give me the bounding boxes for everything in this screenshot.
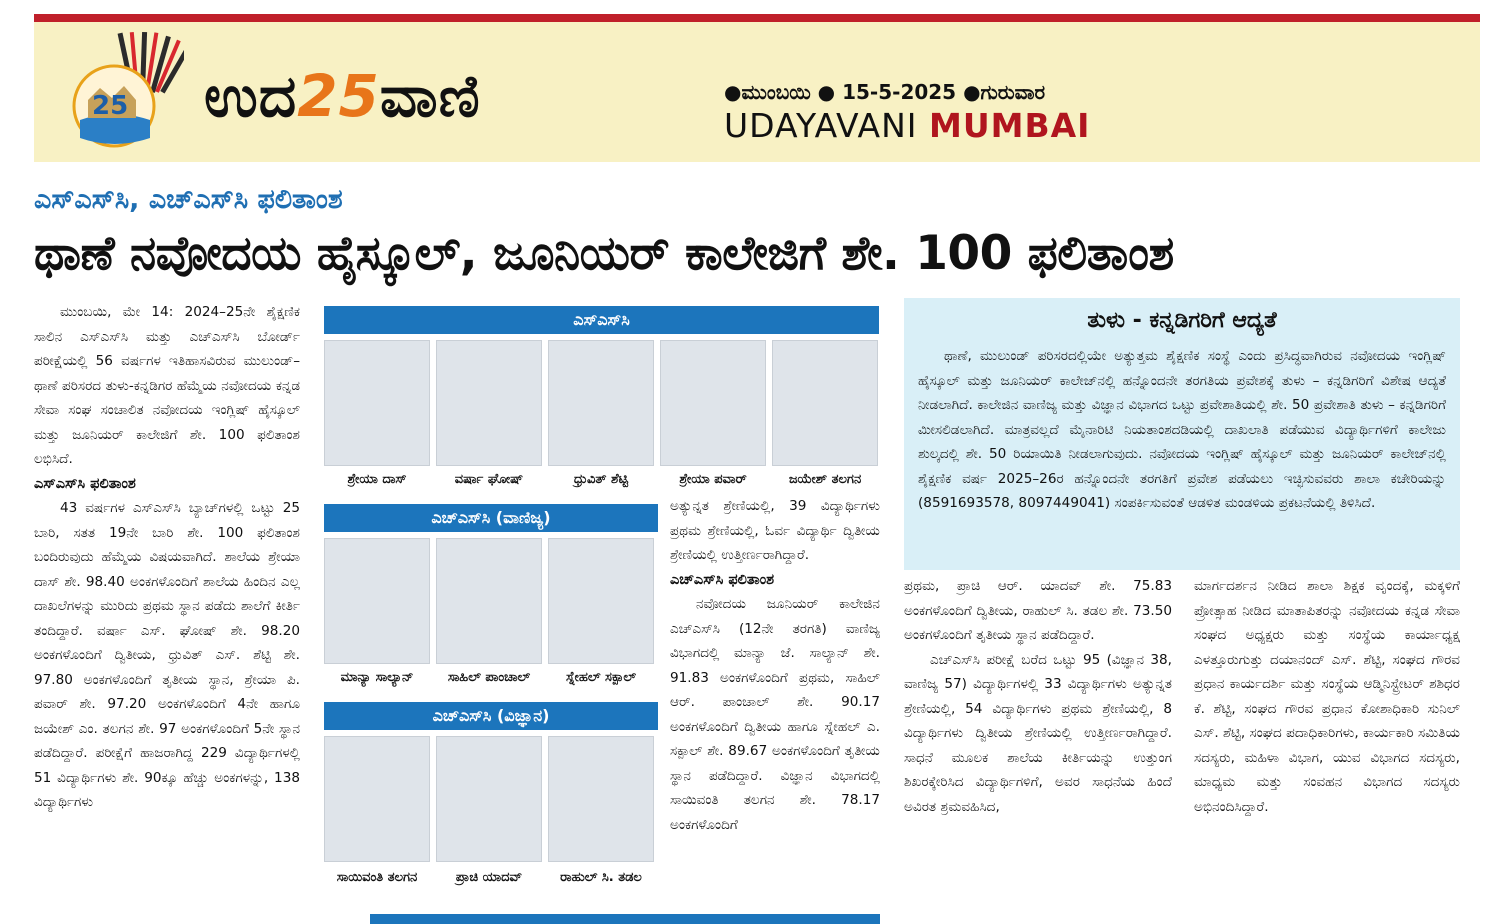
photo-caption: ವರ್ಷಾ ಘೋಷ್‌ (454, 472, 524, 487)
student-photo (324, 736, 430, 862)
student-photo (548, 340, 654, 466)
article-paragraph: 43 ವರ್ಷಗಳ ಎಸ್‌ಎಸ್‌ಸಿ ಬ್ಯಾಚ್‌ಗಳಲ್ಲಿ ಒಟ್ಟು 25 ಬಾರಿ, ಸತತ 19ನೇ ಬಾರಿ ಶೇ. 100 ಫಲಿತಾಂಶ ಬಂದಿರುವುದು ಹೆಮ್ಮೆಯ ವಿಷಯವಾಗಿದೆ. ಶಾಲೆಯ ಶ್ರೇಯಾ ದಾಸ್‌ ಶೇ. 98.40 ಅಂಕಗಳೊಂದಿಗೆ ಶಾಲೆಯ ಹಿಂದಿನ ಎಲ್ಲ ದಾಖಲೆಗಳನ್ನು ಮುರಿದು ಪ್ರಥಮ ಸ್ಥಾನ ಪಡೆದು ಶಾಲೆಗೆ ಕೀರ್ತಿ ತಂದಿದ್ದಾರೆ. ವರ್ಷಾ ಎಸ್‌. ಘೋಷ್‌ ಶೇ. 98.20 ಅಂಕಗಳೊಂದಿಗೆ ದ್ವಿತೀಯ, ಧ್ರುವಿತ್‌ ಎಸ್‌. ಶೆಟ್ಟಿ ಶೇ. 97.80 ಅಂಕಗಳೊಂದಿಗೆ ತೃತೀಯ ಸ್ಥಾನ, ಶ್ರೇಯಾ ಪಿ. ಪವಾರ್‌ ಶೇ. 97.20 ಅಂಕಗಳೊಂದಿಗೆ 4ನೇ ಹಾಗೂ ಜಯೇಶ್‌ ಎಂ. ತಲಗನ ಶೇ. 97 ಅಂಕಗಳೊಂದಿಗೆ 5ನೇ ಸ್ಥಾನ ಪಡೆದಿದ್ದಾರೆ. ಪರೀಕ್ಷೆಗೆ ಹಾಜರಾಗಿದ್ದ 229 ವಿದ್ಯಾರ್ಥಿಗಳಲ್ಲಿ 51 ವಿದ್ಯಾರ್ಥಿಗಳು ಶೇ. 90ಕ್ಕೂ ಹೆಚ್ಚು ಅಂಕಗಳನ್ನು, 138 ವಿದ್ಯಾರ್ಥಿಗಳು (34, 500, 300, 810)
bottom-rule (370, 914, 880, 924)
article-paragraph: ಮುಂಬಯಿ, ಮೇ 14: 2024–25ನೇ ಶೈಕ್ಷಣಿಕ ಸಾಲಿನ ಎಸ್‌ಎಸ್‌ಸಿ ಮತ್ತು ಎಚ್‌ಎಸ್‌ಸಿ ಬೋರ್ಡ್‌ ಪರೀಕ್ಷೆಯಲ್ಲಿ 56 ವರ್ಷಗಳ ಇತಿಹಾಸವಿರುವ ಮುಲುಂಡ್‌–ಥಾಣೆ ಪರಿಸರದ ತುಳು-ಕನ್ನಡಿಗರ ಹೆಮ್ಮೆಯ ನವೋದಯ ಕನ್ನಡ ಸೇವಾ ಸಂಘ ಸಂಚಾಲಿತ ನವೋದಯ ಇಂಗ್ಲಿಷ್‌ ಹೈಸ್ಕೂಲ್‌ ಮತ್ತು ಜೂನಿಯರ್‌ ಕಾಲೇಜಿಗೆ ಶೇ. 100 ಫಲಿತಾಂಶ ಲಭಿಸಿದೆ. (34, 304, 300, 467)
photo-caption: ಸಾಹಿಲ್‌ ಪಾಂಚಾಲ್‌ (447, 670, 531, 685)
student-photo (436, 340, 542, 466)
article-column-1 (34, 300, 300, 896)
article-column-4 (1194, 574, 1460, 896)
sidebox (904, 298, 1460, 570)
kicker: ಎಸ್‌ಎಸ್‌ಸಿ, ಎಚ್‌ಎಸ್‌ಸಿ ಫಲಿತಾಂಶ (34, 184, 343, 215)
svg-text:25: 25 (92, 91, 129, 121)
article-column-3 (904, 574, 1172, 896)
section-subhead: ಎಚ್‌ಎಸ್‌ಸಿ ಫಲಿತಾಂಶ (670, 571, 775, 588)
photo-caption: ರಾಹುಲ್‌ ಸಿ. ತಡಲ (560, 870, 642, 885)
headline: ಥಾಣೆ ನವೋದಯ ಹೈಸ್ಕೂಲ್‌, ಜೂನಿಯರ್‌ ಕಾಲೇಜಿಗೆ ಶೇ. 100 ಫಲಿತಾಂಶ (34, 226, 1174, 281)
article-column-2 (670, 494, 880, 896)
photo-caption: ಶ್ರೇಯಾ ಪವಾರ್‌ (679, 472, 747, 487)
article-paragraph: ಎಚ್‌ಎಸ್‌ಸಿ ಪರೀಕ್ಷೆ ಬರೆದ ಒಟ್ಟು 95 (ವಿಜ್ಞಾನ 38, ವಾಣಿಜ್ಯ 57) ವಿದ್ಯಾರ್ಥಿಗಳಲ್ಲಿ 33 ವಿದ್ಯಾರ್ಥಿಗಳು ಅತ್ಯುನ್ನತ ಶ್ರೇಣಿಯಲ್ಲಿ, 54 ವಿದ್ಯಾರ್ಥಿಗಳು ಪ್ರಥಮ ಶ್ರೇಣಿಯಲ್ಲಿ, 8 ವಿದ್ಯಾರ್ಥಿಗಳು ದ್ವಿತೀಯ ಶ್ರೇಣಿಯಲ್ಲಿ ಉತ್ತೀರ್ಣರಾಗಿದ್ದಾರೆ. ಸಾಧನೆ ಮೂಲಕ ಶಾಲೆಯ ಕೀರ್ತಿಯನ್ನು ಉತ್ತುಂಗ ಶಿಖರಕ್ಕೇರಿಸಿದ ವಿದ್ಯಾರ್ಥಿಗಳಿಗೆ, ಅವರ ಸಾಧನೆಯ ಹಿಂದೆ ಅವಿರತ ಶ್ರಮವಹಿಸಿದ, (904, 651, 1172, 815)
masthead (34, 14, 1480, 162)
anniversary-emblem-icon (62, 28, 184, 154)
sidebox-title: ತುಳು - ಕನ್ನಡಿಗರಿಗೆ ಆದ್ಯತೆ (1087, 308, 1277, 333)
photo-caption: ಜಯೇಶ್‌ ತಲಗನ (788, 472, 862, 487)
article-paragraph: ಪ್ರಥಮ, ಪ್ರಾಚಿ ಆರ್‌. ಯಾದವ್‌ ಶೇ. 75.83 ಅಂಕಗಳೊಂದಿಗೆ ದ್ವಿತೀಯ, ರಾಹುಲ್‌ ಸಿ. ತಡಲ ಶೇ. 73.50 ಅಂಕಗಳೊಂದಿಗೆ ತೃತೀಯ ಸ್ಥಾನ ಪಡೆದಿದ್ದಾರೆ. (904, 578, 1172, 643)
newspaper-name: ಉದ25ವಾಣಿ (204, 62, 481, 130)
student-photo (324, 538, 430, 664)
student-photo (548, 538, 654, 664)
student-photo (548, 736, 654, 862)
article-paragraph: ನವೋದಯ ಜೂನಿಯರ್‌ ಕಾಲೇಜಿನ ಎಚ್‌ಎಸ್‌ಸಿ (12ನೇ ತರಗತಿ) ವಾಣಿಜ್ಯ ವಿಭಾಗದಲ್ಲಿ ಮಾನ್ಯಾ ಜೆ. ಸಾಲ್ಯಾನ್‌ ಶೇ. 91.83 ಅಂಕಗಳೊಂದಿಗೆ ಪ್ರಥಮ, ಸಾಹಿಲ್‌ ಆರ್‌. ಪಾಂಚಾಲ್‌ ಶೇ. 90.17 ಅಂಕಗಳೊಂದಿಗೆ ದ್ವಿತೀಯ ಹಾಗೂ ಸ್ನೇಹಲ್‌ ಎ. ಸಕ್ಪಾಲ್‌ ಶೇ. 89.67 ಅಂಕಗಳೊಂದಿಗೆ ತೃತೀಯ ಸ್ಥಾನ ಪಡೆದಿದ್ದಾರೆ. ವಿಜ್ಞಾನ ವಿಭಾಗದಲ್ಲಿ ಸಾಯಿವಂತಿ ತಲಗನ ಶೇ. 78.17 ಅಂಕಗಳೊಂದಿಗೆ (670, 596, 880, 833)
photo-caption: ಮಾನ್ಯಾ ಸಾಲ್ಯಾನ್‌ (340, 670, 414, 685)
photo-caption: ಸಾಯಿವಂತಿ ತಲಗನ (336, 870, 418, 885)
section-subhead: ಎಸ್‌ಎಸ್‌ಸಿ ಫಲಿತಾಂಶ (34, 475, 136, 492)
dateline: ●ಮುಂಬಯಿ ● 15-5-2025 ●ಗುರುವಾರ (724, 80, 1046, 104)
student-photo (324, 340, 430, 466)
article-paragraph: ಮಾರ್ಗದರ್ಶನ ನೀಡಿದ ಶಾಲಾ ಶಿಕ್ಷಕ ವೃಂದಕ್ಕೆ, ಮಕ್ಕಳಿಗೆ ಪ್ರೋತ್ಸಾಹ ನೀಡಿದ ಮಾತಾಪಿತರನ್ನು ನವೋದಯ ಕನ್ನಡ ಸೇವಾ ಸಂಘದ ಅಧ್ಯಕ್ಷರು ಮತ್ತು ಸಂಸ್ಥೆಯ ಕಾರ್ಯಾಧ್ಯಕ್ಷ ಎಳತ್ತೂರುಗುತ್ತು ದಯಾನಂದ್‌ ಎಸ್‌. ಶೆಟ್ಟಿ, ಸಂಘದ ಗೌರವ ಪ್ರಧಾನ ಕಾರ್ಯದರ್ಶಿ ಮತ್ತು ಸಂಸ್ಥೆಯ ಆಡ್ಮಿನಿಸ್ಟ್ರೇಟರ್‌ ಶಶಿಧರ ಕೆ. ಶೆಟ್ಟಿ, ಸಂಘದ ಗೌರವ ಪ್ರಧಾನ ಕೋಶಾಧಿಕಾರಿ ಸುನಿಲ್‌ ಎಸ್‌. ಶೆಟ್ಟಿ, ಸಂಘದ ಪದಾಧಿಕಾರಿಗಳು, ಕಾರ್ಯಕಾರಿ ಸಮಿತಿಯ ಸದಸ್ಯರು, ಮಹಿಳಾ ವಿಭಾಗ, ಯುವ ವಿಭಾಗದ ಸದಸ್ಯರು, ಮಾಧ್ಯಮ ಮತ್ತು ಸಂವಹನ ವಿಭಾಗದ ಸದಸ್ಯರು ಅಭಿನಂದಿಸಿದ್ದಾರೆ. (1194, 578, 1460, 815)
student-photo (660, 340, 766, 466)
commerce-banner: ಎಚ್‌ಎಸ್‌ಸಿ (ವಾಣಿಜ್ಯ) (324, 504, 658, 532)
student-photo (436, 736, 542, 862)
photo-caption: ಪ್ರಾಚಿ ಯಾದವ್‌ (455, 870, 523, 885)
photo-caption: ಶ್ರೇಯಾ ದಾಸ್‌ (347, 472, 407, 487)
photo-caption: ಸ್ನೇಹಲ್‌ ಸಕ್ಪಾಲ್‌ (565, 670, 637, 685)
sidebox-text: ಥಾಣೆ, ಮುಲುಂಡ್‌ ಪರಿಸರದಲ್ಲಿಯೇ ಅತ್ಯುತ್ತಮ ಶೈಕ್ಷಣಿಕ ಸಂಸ್ಥೆ ಎಂದು ಪ್ರಸಿದ್ಧವಾಗಿರುವ ನವೋದಯ ಇಂಗ್ಲಿಷ್‌ ಹೈಸ್ಕೂಲ್‌ ಮತ್ತು ಜೂನಿಯರ್‌ ಕಾಲೇಜ್‌ನಲ್ಲಿ ಹನ್ನೊಂದನೇ ತರಗತಿಯ ಪ್ರವೇಶಕ್ಕೆ ತುಳು – ಕನ್ನಡಿಗರಿಗೆ ವಿಶೇಷ ಆದ್ಯತೆ ನೀಡಲಾಗಿದೆ. ಕಾಲೇಜಿನ ವಾಣಿಜ್ಯ ಮತ್ತು ವಿಜ್ಞಾನ ವಿಭಾಗದ ಒಟ್ಟು ಪ್ರವೇಶಾತಿಯಲ್ಲಿ ಶೇ. 50 ಪ್ರವೇಶಾತಿ ತುಳು – ಕನ್ನಡಿಗರಿಗೆ ಮೀಸಲಿಡಲಾಗಿದೆ. ಮಾತ್ರವಲ್ಲದೆ ಮೈನಾರಿಟಿ ನಿಯತಾಂಶದಡಿಯಲ್ಲಿ ದಾಖಲಾತಿ ಪಡೆಯುವ ವಿದ್ಯಾರ್ಥಿಗಳಿಗೆ ಕಾಲೇಜು ಶುಲ್ಕದಲ್ಲಿ ಶೇ. 50 ರಿಯಾಯಿತಿ ನೀಡಲಾಗುವುದು. ನವೋದಯ ಇಂಗ್ಲಿಷ್‌ ಹೈಸ್ಕೂಲ್‌ ಮತ್ತು ಜೂನಿಯರ್‌ ಕಾಲೇಜ್‌ನಲ್ಲಿ ಶೈಕ್ಷಣಿಕ ವರ್ಷ 2025–26ರ ಹನ್ನೊಂದನೇ ತರಗತಿಗೆ ಪ್ರವೇಶ ಪಡೆಯಲು ಇಚ್ಛಿಸುವವರು ಶಾಲಾ ಕಚೇರಿಯನ್ನು (8591693578, 8097449041) ಸಂಪರ್ಕಿಸುವಂತೆ ಆಡಳಿತ ಮಂಡಳಿಯ ಪ್ರಕಟನೆಯಲ್ಲಿ ತಿಳಿಸಿದೆ. (918, 348, 1446, 511)
edition-label: UDAYAVANI MUMBAI (724, 106, 1091, 145)
student-photo (436, 538, 542, 664)
article-paragraph: ಅತ್ಯುನ್ನತ ಶ್ರೇಣಿಯಲ್ಲಿ, 39 ವಿದ್ಯಾರ್ಥಿಗಳು ಪ್ರಥಮ ಶ್ರೇಣಿಯಲ್ಲಿ, ಓರ್ವ ವಿದ್ಯಾರ್ಥಿ ದ್ವಿತೀಯ ಶ್ರೇಣಿಯಲ್ಲಿ ಉತ್ತೀರ್ಣರಾಗಿದ್ದಾರೆ. (670, 498, 880, 563)
ssc-banner: ಎಸ್‌ಎಸ್‌ಸಿ (324, 306, 879, 334)
student-photo (772, 340, 878, 466)
photo-caption: ಧ್ರುವಿತ್‌ ಶೆಟ್ಟಿ (573, 472, 629, 487)
science-banner: ಎಚ್‌ಎಸ್‌ಸಿ (ವಿಜ್ಞಾನ) (324, 702, 658, 730)
